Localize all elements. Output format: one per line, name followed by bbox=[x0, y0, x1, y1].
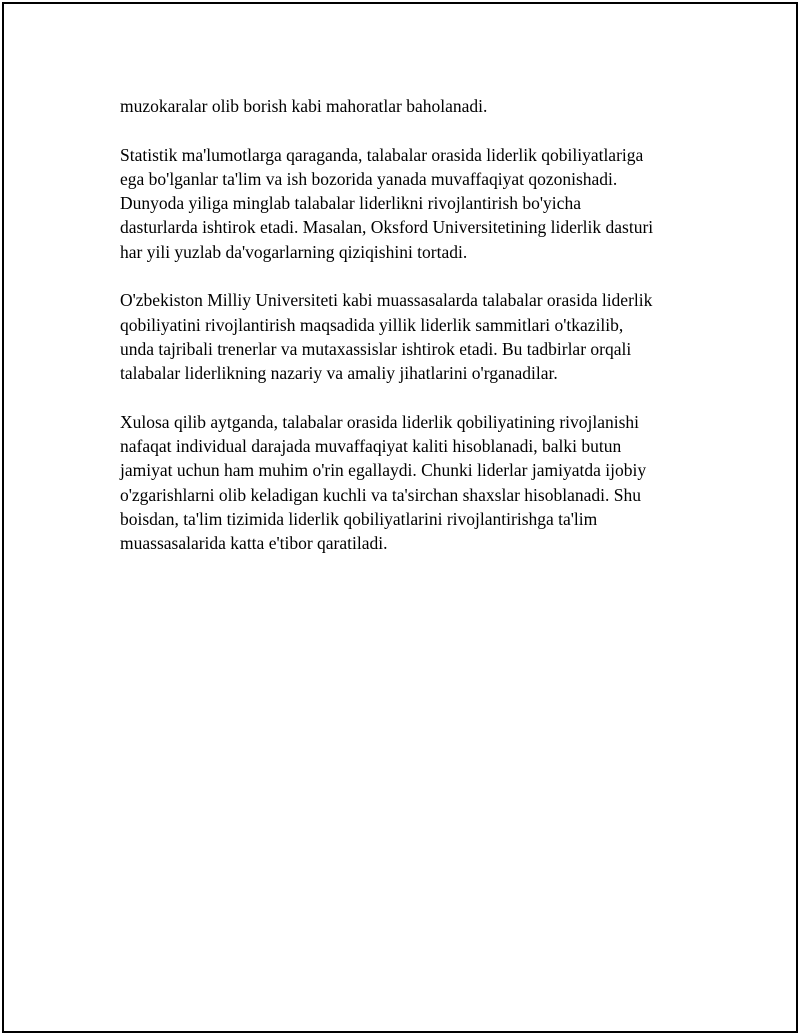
paragraph-national-university: O'zbekiston Milliy Universiteti kabi muassasalarda talabalar orasida liderlik qobiliyatini rivojlantirish maqsadida yillik liderlik sammitlari o'tkazilib, unda tajribali trenerlar va mutaxassislar ishtirok etadi. Bu tadbirlar orqali talabalar liderlikning nazariy va amaliy jihatlarini o'rganadilar. bbox=[120, 290, 653, 384]
document-page bbox=[2, 2, 798, 1033]
paragraph-conclusion: Xulosa qilib aytganda, talabalar orasida liderlik qobiliyatining rivojlanishi nafaqat individual darajada muvaffaqiyat kaliti hisoblanadi, balki butun jamiyat uchun ham muhim o'rin egallaydi. Chunki liderlar jamiyatda ijobiy o'zgarishlarni olib keladigan kuchli va ta'sirchan shaxslar hisoblanadi. Shu boisdan, ta'lim tizimida liderlik qobiliyatlarini rivojlantirishga ta'lim muassasalarida katta e'tibor qaratiladi. bbox=[120, 411, 647, 554]
page-body bbox=[120, 94, 700, 580]
paragraph-statistics: Statistik ma'lumotlarga qaraganda, talabalar orasida liderlik qobiliyatlariga ega bo'lganlar ta'lim va ish bozorida yanada muvaffaqiyat qozonishadi. Dunyoda yiliga minglab talabalar liderlikni rivojlantirish bo'yicha dasturlarda ishtirok etadi. Masalan, Oksford Universitetining liderlik dasturi har yili yuzlab da'vogarlarning qiziqishini tortadi. bbox=[120, 144, 654, 262]
paragraph-continuation: muzokaralar olib borish kabi mahoratlar baholanadi. bbox=[120, 96, 488, 116]
